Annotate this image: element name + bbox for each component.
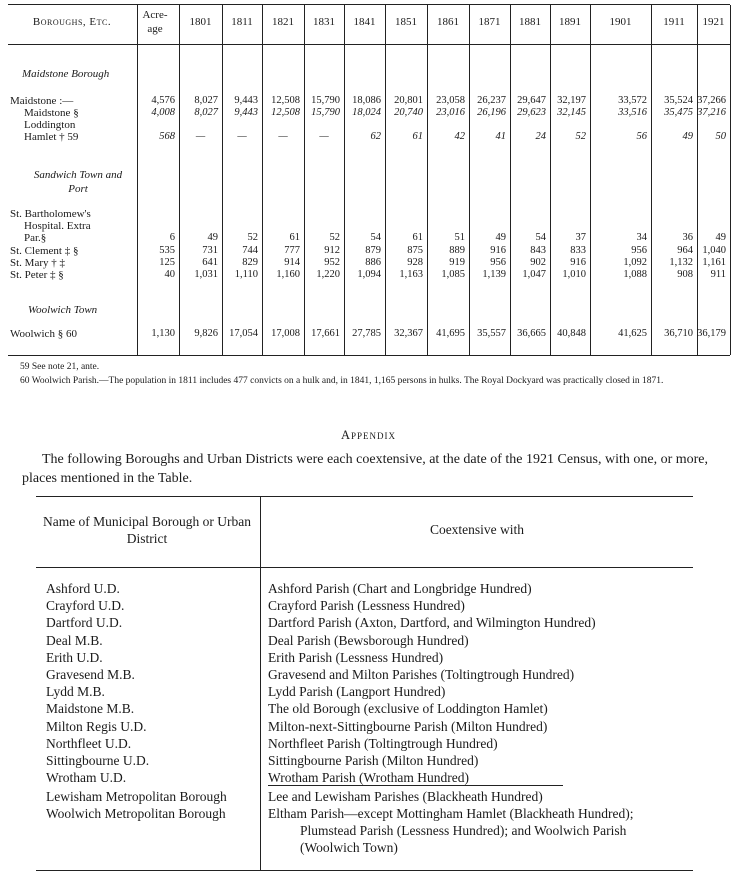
value-cell: 61 <box>412 232 423 243</box>
column-rule <box>385 5 386 355</box>
column-rule <box>344 5 345 355</box>
value-cell: 1,110 <box>234 269 258 280</box>
appendix-coextensive: Dartford Parish (Axton, Dartford, and Wilmington Hundred) <box>268 615 596 631</box>
value-cell: 1,220 <box>316 269 340 280</box>
value-cell: 829 <box>242 257 258 268</box>
value-cell: 914 <box>284 257 300 268</box>
value-cell: 42 <box>454 131 465 142</box>
appendix-coextensive: Sittingbourne Parish (Milton Hundred) <box>268 753 479 768</box>
appendix-top-rule <box>36 496 693 497</box>
value-cell: 41 <box>495 131 506 142</box>
row-name: St. Mary † ‡ <box>10 257 65 269</box>
year-header: 1851 <box>395 16 417 28</box>
value-cell: 36,179 <box>697 328 726 339</box>
value-cell: 20,801 <box>394 95 423 106</box>
year-header: 1911 <box>663 16 685 28</box>
value-cell: 33,572 <box>618 95 647 106</box>
row-name: Woolwich § 60 <box>10 328 77 340</box>
value-cell: 889 <box>449 245 465 256</box>
footnote-60: 60 Woolwich Parish.—The population in 1811 includes 477 convicts on a hulk and, in 1841, 1,165 persons in hulks. The Royal Dockyard was practically closed in 1871. <box>20 376 664 386</box>
value-cell: 26,196 <box>477 107 506 118</box>
appendix-coextensive: Deal Parish (Bewsborough Hundred) <box>268 632 469 648</box>
value-cell: 908 <box>677 269 693 280</box>
value-cell: 12,508 <box>271 107 300 118</box>
section-sandwich: Sandwich Town and Port <box>33 169 123 195</box>
appendix-coextensive-cont: Plumstead Parish (Lessness Hundred); and Woolwich Parish <box>300 823 627 838</box>
value-cell: 18,024 <box>352 107 381 118</box>
appendix-bottom-rule <box>36 870 693 871</box>
value-cell: 12,508 <box>271 95 300 106</box>
value-cell: 35,475 <box>664 107 693 118</box>
appendix-col2-header: Coextensive with <box>429 522 525 537</box>
value-cell: 23,058 <box>436 95 465 106</box>
value-cell: 744 <box>242 245 258 256</box>
value-cell: 51 <box>454 232 465 243</box>
section-maidstone: Maidstone Borough <box>22 68 110 80</box>
column-rule <box>697 5 698 355</box>
value-cell: 29,623 <box>517 107 546 118</box>
column-rule <box>469 5 470 355</box>
value-cell: 919 <box>449 257 465 268</box>
value-cell: 833 <box>570 245 586 256</box>
value-cell: 1,047 <box>522 269 546 280</box>
year-header: 1801 <box>189 16 212 28</box>
value-cell: 52 <box>329 232 340 243</box>
value-cell: — <box>237 131 247 142</box>
value-cell: 1,092 <box>623 257 647 268</box>
value-cell: 37,216 <box>697 107 726 118</box>
value-cell: 964 <box>677 245 693 256</box>
value-cell: 35,557 <box>477 328 506 339</box>
value-cell: — <box>278 131 288 142</box>
value-cell: 33,516 <box>618 107 647 118</box>
appendix-coextensive: Eltham Parish—except Mottingham Hamlet (Blackheath Hundred); <box>268 806 634 821</box>
value-cell: 952 <box>324 257 340 268</box>
value-cell: 35,524 <box>664 95 693 106</box>
value-cell: 912 <box>324 245 340 256</box>
column-rule <box>262 5 263 355</box>
header-boroughs: Boroughs, Etc. <box>32 16 112 28</box>
row-name: Par.§ <box>24 232 47 244</box>
value-cell: 34 <box>636 232 647 243</box>
value-cell: 9,826 <box>194 328 218 339</box>
appendix-coextensive-cont: (Woolwich Town) <box>300 840 398 855</box>
appendix-coextensive: The old Borough (exclusive of Loddington Hamlet) <box>268 701 548 717</box>
value-cell: 1,161 <box>702 257 726 268</box>
value-cell: 916 <box>490 245 506 256</box>
value-cell: 875 <box>407 245 423 256</box>
row-name: Loddington <box>24 119 76 131</box>
value-cell: 1,088 <box>623 269 647 280</box>
appendix-coextensive: Erith Parish (Lessness Hundred) <box>268 649 444 665</box>
value-cell: 50 <box>715 131 726 142</box>
appendix-borough: Erith U.D. <box>46 649 103 665</box>
value-cell: 1,040 <box>702 245 726 256</box>
year-header: 1901 <box>609 16 632 28</box>
header-rule <box>8 44 730 45</box>
acreage-cell: 4,008 <box>151 107 175 118</box>
column-rule <box>651 5 652 355</box>
appendix-intro: The following Boroughs and Urban Districts were each coextensive, at the date of the 1921 Census, with one, or more, places mentioned in the Table. <box>22 452 708 486</box>
value-cell: 54 <box>370 232 381 243</box>
row-name: Hospital. Extra <box>24 220 91 232</box>
value-cell: 928 <box>407 257 423 268</box>
appendix-borough: Lydd M.B. <box>46 684 105 700</box>
appendix-coextensive: Crayford Parish (Lessness Hundred) <box>268 598 465 614</box>
appendix-borough: Ashford U.D. <box>46 581 120 596</box>
row-name: St. Clement ‡ § <box>10 245 79 257</box>
value-cell: 9,443 <box>234 107 258 118</box>
acreage-cell: 6 <box>169 232 175 243</box>
acreage-cell: 4,576 <box>151 95 175 106</box>
value-cell: 17,008 <box>271 328 300 339</box>
value-cell: 1,031 <box>194 269 218 280</box>
value-cell: 40,848 <box>557 328 586 339</box>
acreage-cell: 1,130 <box>151 328 175 339</box>
appendix-borough: Woolwich Metropolitan Borough <box>46 806 226 821</box>
appendix-borough: Crayford U.D. <box>46 598 125 614</box>
value-cell: 879 <box>365 245 381 256</box>
value-cell: 1,094 <box>357 269 381 280</box>
value-cell: 36 <box>682 232 693 243</box>
value-cell: 23,016 <box>436 107 465 118</box>
column-rule <box>304 5 305 355</box>
value-cell: 36,665 <box>517 328 546 339</box>
value-cell: 1,010 <box>562 269 586 280</box>
value-cell: 843 <box>530 245 546 256</box>
value-cell: 1,160 <box>276 269 300 280</box>
value-cell: — <box>195 131 206 142</box>
row-name: Maidstone :— <box>10 95 74 107</box>
value-cell: 956 <box>490 257 506 268</box>
column-rule <box>222 5 223 355</box>
value-cell: 911 <box>710 269 726 280</box>
value-cell: 18,086 <box>352 95 381 106</box>
value-cell: 1,085 <box>441 269 465 280</box>
acreage-cell: 125 <box>159 257 175 268</box>
value-cell: 29,647 <box>517 95 546 106</box>
value-cell: 32,145 <box>557 107 586 118</box>
value-cell: 37,266 <box>697 95 726 106</box>
value-cell: 15,790 <box>311 107 340 118</box>
appendix-col1-header: Name of Municipal Borough or Urban District <box>42 514 252 546</box>
appendix-coextensive: Milton-next-Sittingbourne Parish (Milton Hundred) <box>268 718 548 734</box>
section-woolwich: Woolwich Town <box>28 304 98 316</box>
header-acreage: Acre-age <box>142 9 168 35</box>
value-cell: 886 <box>365 257 381 268</box>
appendix-coextensive: Lydd Parish (Langport Hundred) <box>268 684 446 700</box>
appendix-header-rule <box>36 567 693 568</box>
appendix-borough: Sittingbourne U.D. <box>46 753 150 768</box>
footnote-59: 59 See note 21, ante. <box>20 362 100 372</box>
value-cell: 49 <box>207 232 218 243</box>
appendix-coextensive: Lee and Lewisham Parishes (Blackheath Hundred) <box>268 789 543 804</box>
value-cell: 61 <box>412 131 423 142</box>
appendix-borough: Lewisham Metropolitan Borough <box>46 789 227 804</box>
column-rule <box>427 5 428 355</box>
value-cell: 8,027 <box>194 107 218 118</box>
year-header: 1881 <box>519 16 541 28</box>
value-cell: 916 <box>570 257 586 268</box>
appendix-title: Appendix <box>340 428 397 442</box>
value-cell: 54 <box>535 232 546 243</box>
value-cell: 27,785 <box>352 328 381 339</box>
value-cell: 32,197 <box>557 95 586 106</box>
appendix-borough: Gravesend M.B. <box>46 667 135 682</box>
year-header: 1871 <box>478 16 501 28</box>
appendix-borough: Northfleet U.D. <box>46 735 132 751</box>
value-cell: 49 <box>715 232 726 243</box>
value-cell: 8,027 <box>194 95 218 106</box>
value-cell: 61 <box>289 232 300 243</box>
table-bottom-rule <box>8 355 730 356</box>
year-header: 1921 <box>702 16 725 28</box>
value-cell: 62 <box>370 131 381 142</box>
value-cell: 9,443 <box>234 95 258 106</box>
value-cell: 1,132 <box>669 257 693 268</box>
value-cell: 52 <box>575 131 586 142</box>
appendix-borough: Dartford U.D. <box>46 615 123 631</box>
column-rule <box>730 5 731 355</box>
acreage-cell: 40 <box>164 269 175 280</box>
value-cell: 56 <box>636 131 647 142</box>
appendix-borough: Maidstone M.B. <box>46 701 135 717</box>
year-header: 1811 <box>231 16 253 28</box>
value-cell: 37 <box>575 232 586 243</box>
appendix-borough: Deal M.B. <box>46 632 103 648</box>
column-rule <box>179 5 180 355</box>
value-cell: 777 <box>284 245 300 256</box>
acreage-cell: 568 <box>159 131 175 142</box>
appendix-coextensive: Gravesend and Milton Parishes (Toltingtrough Hundred) <box>268 667 575 682</box>
year-header: 1891 <box>559 16 581 28</box>
table-top-rule <box>8 4 730 5</box>
year-header: 1861 <box>437 16 459 28</box>
value-cell: 36,710 <box>664 328 693 339</box>
value-cell: 24 <box>535 131 546 142</box>
value-cell: 1,139 <box>482 269 506 280</box>
row-name: Maidstone § <box>24 107 79 119</box>
value-cell: 52 <box>247 232 258 243</box>
appendix-inner-rule <box>268 785 563 786</box>
row-name: St. Bartholomew's <box>10 208 91 220</box>
value-cell: 26,237 <box>477 95 506 106</box>
appendix-coextensive: Wrotham Parish (Wrotham Hundred) <box>268 770 469 786</box>
value-cell: 49 <box>495 232 506 243</box>
value-cell: — <box>319 131 329 142</box>
value-cell: 41,625 <box>618 328 647 339</box>
column-rule <box>137 5 138 355</box>
column-rule <box>590 5 591 355</box>
appendix-borough: Wrotham U.D. <box>46 770 127 786</box>
year-header: 1831 <box>313 16 335 28</box>
row-name: St. Peter ‡ § <box>10 269 64 281</box>
row-name: Hamlet † 59 <box>24 131 79 143</box>
value-cell: 1,163 <box>399 269 423 280</box>
acreage-cell: 535 <box>159 245 175 256</box>
year-header: 1841 <box>353 16 376 28</box>
column-rule <box>550 5 551 355</box>
value-cell: 641 <box>202 257 218 268</box>
appendix-coextensive: Ashford Parish (Chart and Longbridge Hundred) <box>268 581 532 596</box>
value-cell: 731 <box>202 245 218 256</box>
appendix-divider <box>260 497 261 870</box>
appendix-coextensive: Northfleet Parish (Toltingtrough Hundred) <box>268 735 498 751</box>
value-cell: 20,740 <box>394 107 423 118</box>
year-header: 1821 <box>272 16 294 28</box>
value-cell: 15,790 <box>311 95 340 106</box>
column-rule <box>510 5 511 355</box>
value-cell: 956 <box>631 245 647 256</box>
value-cell: 17,661 <box>311 328 340 339</box>
value-cell: 41,695 <box>436 328 465 339</box>
value-cell: 49 <box>682 131 693 142</box>
value-cell: 17,054 <box>229 328 258 339</box>
appendix-borough: Milton Regis U.D. <box>46 718 147 734</box>
value-cell: 902 <box>530 257 546 268</box>
value-cell: 32,367 <box>394 328 423 339</box>
